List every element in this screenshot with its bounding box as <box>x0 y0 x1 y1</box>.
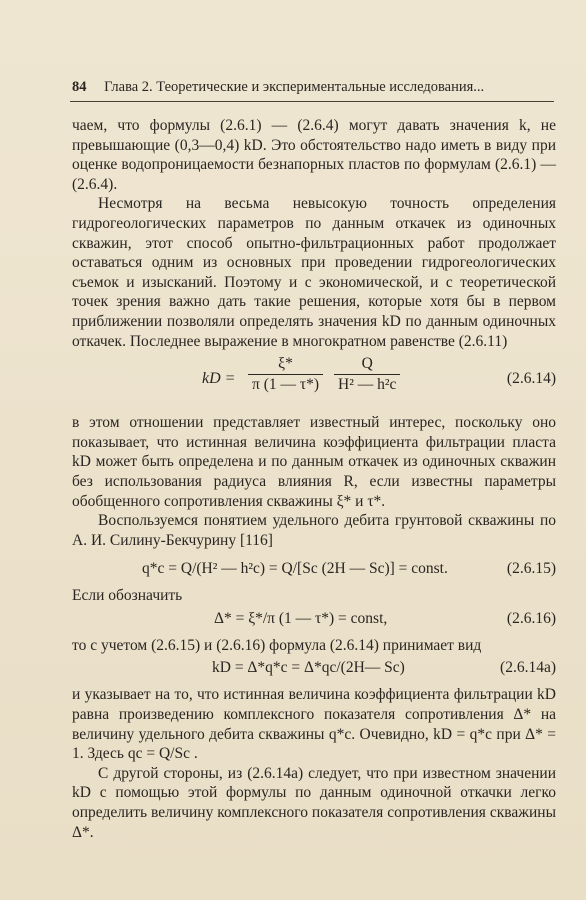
header-rule <box>70 101 554 102</box>
equation-lhs: kD = <box>202 370 236 388</box>
fraction-denominator: π (1 — τ*) <box>252 376 320 394</box>
paragraph: Воспользуемся понятием удельного дебита грунтовой скважины по А. И. Силину-Бекчурину [116] <box>72 512 556 549</box>
running-title: Глава 2. Теоретические и экспериментальные исследования... <box>104 79 485 95</box>
paragraph: то с учетом (2.6.15) и (2.6.16) формула (2.6.14) принимает вид <box>72 636 482 654</box>
paragraph: Несмотря на весьма невысокую точность определения гидрогеологических параметров по данным откачек из одиночных скважин, этот способ опытно-фильтрационных работ продолжает оставаться одним из основных при проведении гидрогеологических съемок и изысканий. Поэтому и с экономической, и с теоретической точек зрения важно дать такие решения, которые хотя бы в первом приближении позволяли определять значения kD по данным одиночных откачек. Последнее выражение в многократном равенстве (2.6.11) <box>72 195 556 350</box>
paragraph: и указывает на то, что истинная величина коэффициента фильтрации kD равна произведению комплексного показателя сопротивления Δ* на величину удельного дебита скважины q*c. Очевидно, kD = q*c при Δ* = 1. Здесь qc = Q/Sc . <box>72 686 556 763</box>
fraction <box>248 355 323 394</box>
equation-2-6-15 <box>72 556 556 586</box>
equation-number: (2.6.15) <box>506 560 556 578</box>
paragraph: чаем, что формулы (2.6.1) — (2.6.4) могут давать значения k, не превышающие (0,3—0,4) kD. Это обстоятельство надо иметь в виду при оценке водопроницаемости безнапорных пластов по формулам (2.6.1) — (2.6.4). <box>72 117 556 193</box>
fraction <box>334 355 400 394</box>
equation-expression: Δ* = ξ*/π (1 — τ*) = const, <box>214 609 388 627</box>
equation-expression: q*c = Q/(H² — h²c) = Q/[Sc (2H — Sc)] = const. <box>142 560 448 578</box>
fraction-numerator: ξ* <box>278 355 293 373</box>
page-body <box>72 116 556 842</box>
fraction-bar <box>334 374 400 375</box>
equation-number: (2.6.14) <box>506 370 556 388</box>
fraction-bar <box>248 374 323 375</box>
fraction-denominator: H² — h²c <box>338 376 397 394</box>
paragraph: С другой стороны, из (2.6.14а) следует, что при известном значении kD с помощью этой формулы по данным одиночной откачки легко определить величину комплексного показателя сопротивления скважины Δ*. <box>72 764 556 841</box>
equation-number: (2.6.16) <box>506 609 556 627</box>
fraction-numerator: Q <box>361 355 373 373</box>
equation-2-6-16 <box>72 606 556 636</box>
equation-expression: kD = Δ*q*c = Δ*qc/(2H— Sc) <box>212 659 405 677</box>
page-number: 84 <box>72 79 87 95</box>
equation-number: (2.6.14а) <box>500 659 556 677</box>
equation-2-6-14a <box>72 655 556 685</box>
equation-2-6-14 <box>72 351 556 413</box>
paragraph: Если обозначить <box>72 587 183 605</box>
running-header <box>72 79 546 96</box>
paragraph: в этом отношении представляет известный интерес, поскольку оно показывает, что истинная величина коэффициента фильтрации пласта kD может быть определена и по данным откачек из одиночных скважин без использования радиуса влияния R, если известны параметры обобщенного сопротивления скважины ξ* и τ*. <box>72 414 556 510</box>
